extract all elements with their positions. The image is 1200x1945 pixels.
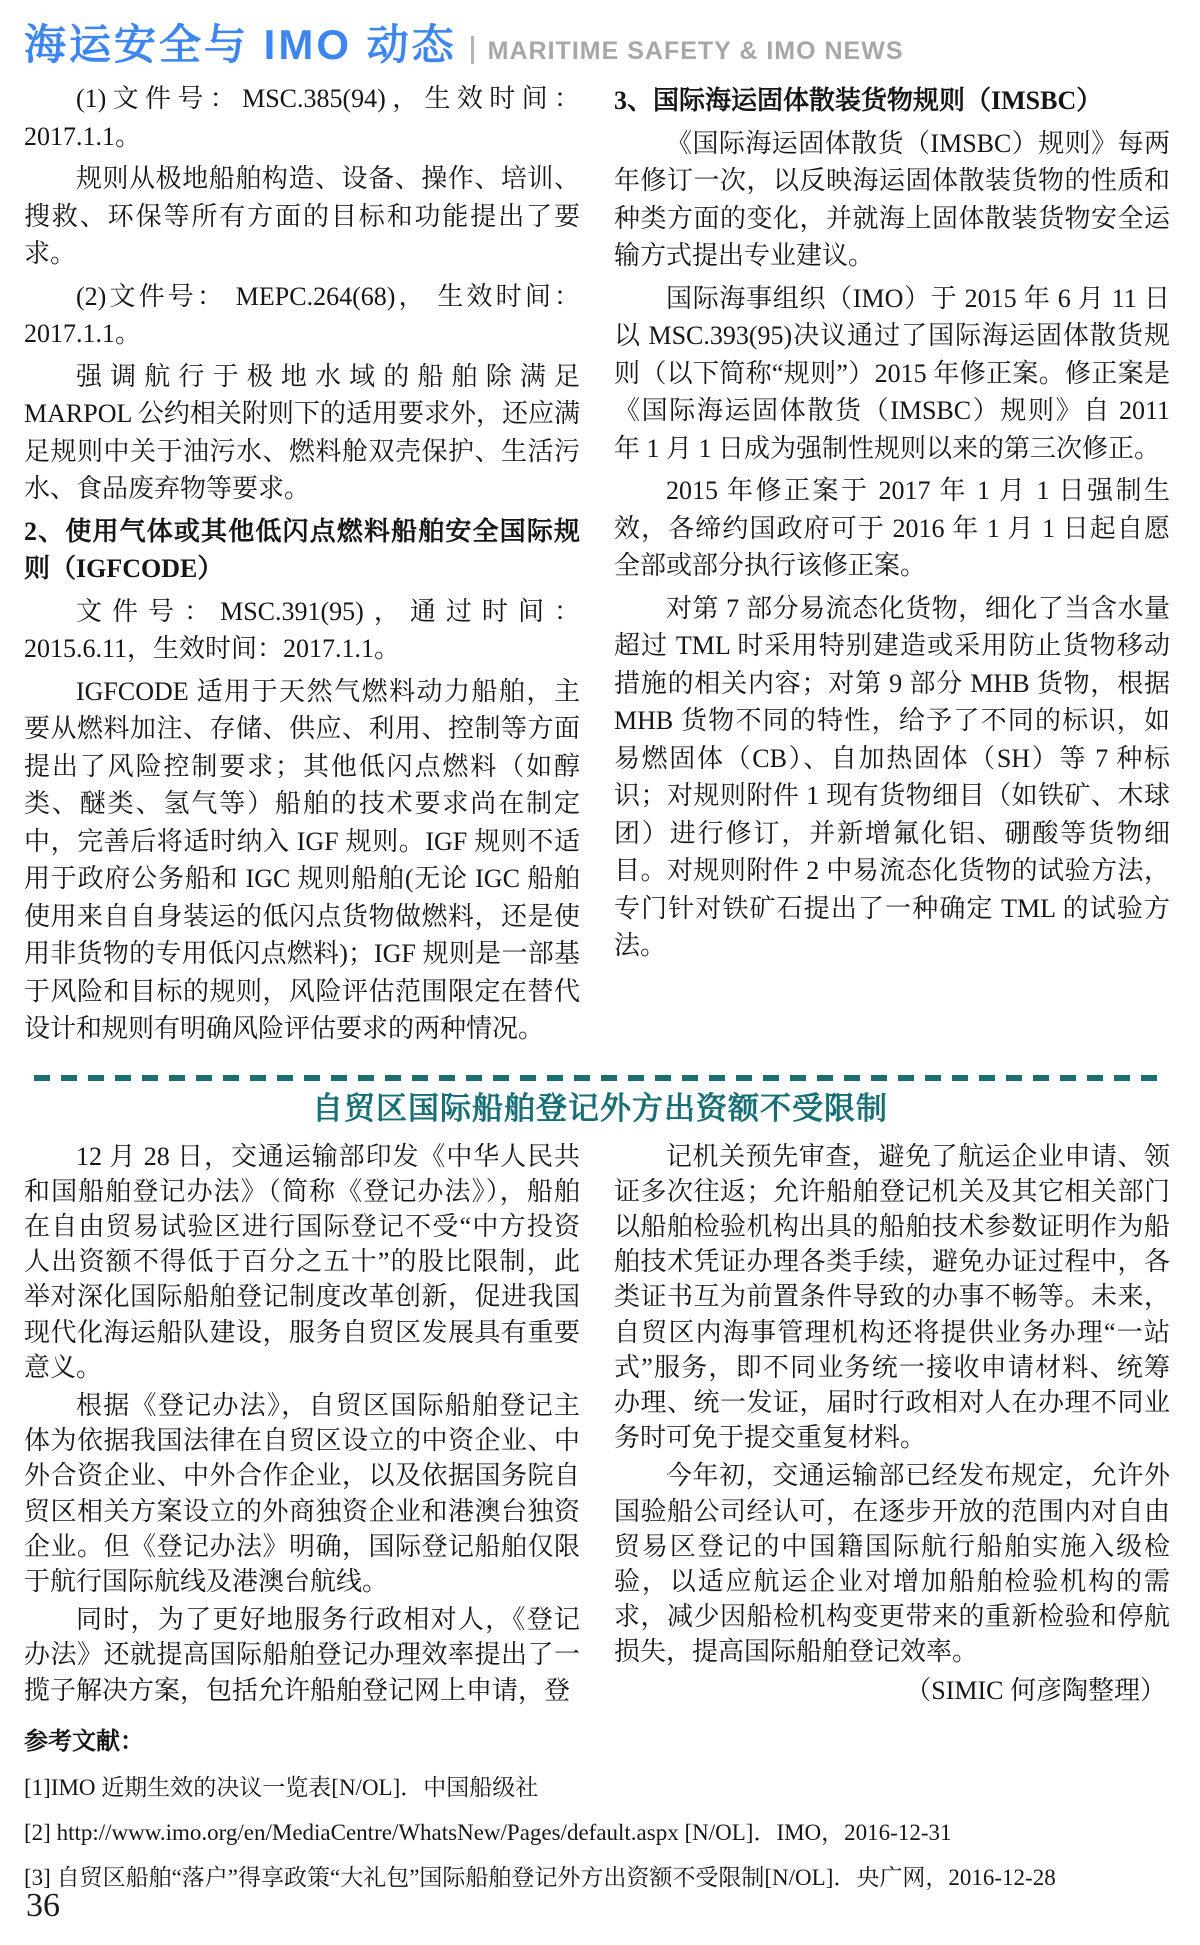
references-heading: 参考文献： <box>24 1727 144 1755</box>
paragraph: 今年初，交通运输部已经发布规定，允许外国验船公司经认可，在逐步开放的范围内对自由贸易区登记的中国籍国际航行船舶实施入级检验，以适应航运企业对增加船舶检验机构的需求，减少因船检机构变更带来的重新检验和停航损失，提高国际船舶登记效率。 <box>614 1461 1170 1667</box>
paragraph: 记机关预先审查，避免了航运企业申请、领证多次往返；允许船舶登记机关及其它相关部门以船舶检验机构出具的船舶技术参数证明作为船舶技术凭证办理各类手续，避免办证过程中，各类证书互为前置条件导致的办事不畅等。未来，自贸区内海事管理机构还将提供业务办理“一站式”服务，即不同业务统一接收申请材料、统筹办理、统一发证，届时行政相对人在办理不同业务时可免于提交重复材料。 <box>614 1141 1170 1453</box>
reference-item: [1]IMO 近期生效的决议一览表[N/OL]．中国船级社 <box>24 1774 539 1800</box>
imo-left-column <box>24 80 580 1053</box>
paragraph: 同时，为了更好地服务行政相对人，《登记办法》还就提高国际船舶登记办理效率提出了一揽子解决方案，包括允许船舶登记网上申请，登 <box>24 1605 580 1705</box>
paragraph: 根据《登记办法》，自贸区国际船舶登记主体为依据我国法律在自贸区设立的中资企业、中外合资企业、中外合作企业，以及依据国务院自贸区相关方案设立的外商独资企业和港澳台独资企业。但《登记办法》明确，国际登记船舶仅限于航行国际航线及港澳台航线。 <box>24 1390 580 1596</box>
page-number: 36 <box>26 1887 60 1924</box>
paragraph: 文件号：MSC.391(95)，通过时间：2015.6.11，生效时间：2017.1.1。 <box>24 596 580 663</box>
ftz-article-columns <box>0 1139 1200 1711</box>
ftz-left-column <box>24 1139 580 1711</box>
paragraph: 规则从极地船舶构造、设备、操作、培训、搜救、环保等所有方面的目标和功能提出了要求。 <box>24 164 580 268</box>
paragraph: (2)文件号： MEPC.264(68)， 生效时间：2017.1.1。 <box>24 281 580 348</box>
section-heading-igfcode: 2、使用气体或其他低闪点燃料船舶安全国际规则（IGFCODE） <box>24 516 580 583</box>
paragraph: 12 月 28 日，交通运输部印发《中华人民共和国船舶登记办法》（简称《登记办法》），船舶在自由贸易试验区进行国际登记不受“中方投资人出资额不得低于百分之五十”的股比限制，此举对深化国际船舶登记制度改革创新，促进我国现代化海运船队建设，服务自贸区发展具有重要意义。 <box>24 1141 580 1382</box>
byline: （SIMIC 何彦陶整理） <box>905 1675 1166 1705</box>
references-section <box>0 1711 1200 1892</box>
page-title-zh: 海运安全与 IMO 动态 <box>24 21 457 68</box>
imo-article-columns <box>0 80 1200 1053</box>
ftz-right-column <box>614 1139 1170 1711</box>
page-header <box>0 0 1200 68</box>
reference-item: [3] 自贸区船舶“落户”得享政策“大礼包”国际船舶登记外方出资额不受限制[N/OL]．央广网，2016-12-28 <box>24 1864 1056 1890</box>
page-title-en: MARITIME SAFETY & IMO NEWS <box>487 37 904 65</box>
paragraph: 2015 年修正案于 2017 年 1 月 1 日强制生效，各缔约国政府可于 2016 年 1 月 1 日起自愿全部或部分执行该修正案。 <box>614 476 1170 580</box>
paragraph: IGFCODE 适用于天然气燃料动力船舶，主要从燃料加注、存储、供应、利用、控制等方面提出了风险控制要求；其他低闪点燃料（如醇类、醚类、氢气等）船舶的技术要求尚在制定中，完善后将适时纳入 IGF 规则。IGF 规则不适用于政府公务船和 IGC 规则船舶(无论 IGC 船舶使用来自自身装运的低闪点货物做燃料，还是使用非货物的专用低闪点燃料)；IGF 规则是一部基于风险和目标的规则，风险评估范围限定在替代设计和规则有明确风险评估要求的两种情况。 <box>24 676 580 1043</box>
imo-right-column <box>614 80 1170 1053</box>
teal-dashed-divider <box>34 1075 1166 1081</box>
paragraph: 国际海事组织（IMO）于 2015 年 6 月 11 日以 MSC.393(95)决议通过了国际海运固体散货规则（以下简称“规则”）2015 年修正案。修正案是《国际海运固体散货（IMSBC）规则》自 2011 年 1 月 1 日成为强制性规则以来的第三次修正。 <box>614 283 1170 463</box>
paragraph: 强调航行于极地水域的船舶除满足 MARPOL 公约相关附则下的适用要求外，还应满足规则中关于油污水、燃料舱双壳保护、生活污水、食品废弃物等要求。 <box>24 361 580 503</box>
paragraph: 《国际海运固体散货（IMSBC）规则》每两年修订一次，以反映海运固体散装货物的性质和种类方面的变化，并就海上固体散装货物安全运输方式提出专业建议。 <box>614 128 1170 270</box>
reference-item: [2] http://www.imo.org/en/MediaCentre/WhatsNew/Pages/default.aspx [N/OL]．IMO，2016-12-31 <box>24 1819 952 1845</box>
paragraph: (1)文件号：MSC.385(94)，生效时间：2017.1.1。 <box>24 84 580 151</box>
header-divider-bar <box>471 36 474 64</box>
ftz-article-title: 自贸区国际船舶登记外方出资额不受限制 <box>312 1090 888 1126</box>
paragraph: 对第 7 部分易流态化货物，细化了当含水量超过 TML 时采用特别建造或采用防止货物移动措施的相关内容；对第 9 部分 MHB 货物，根据 MHB 货物不同的特性，给予了不同的标识，如易燃固体（CB）、自加热固体（SH）等 7 种标识；对规则附件 1 现有货物细目（如铁矿、木球团）进行修订，并新增氟化铝、硼酸等货物细目。对规则附件 2 中易流态化货物的试验方法，专门针对铁矿石提出了一种确定 TML 的试验方法。 <box>614 593 1170 960</box>
section-heading-imsbc: 3、国际海运固体散装货物规则（IMSBC） <box>614 86 1103 115</box>
